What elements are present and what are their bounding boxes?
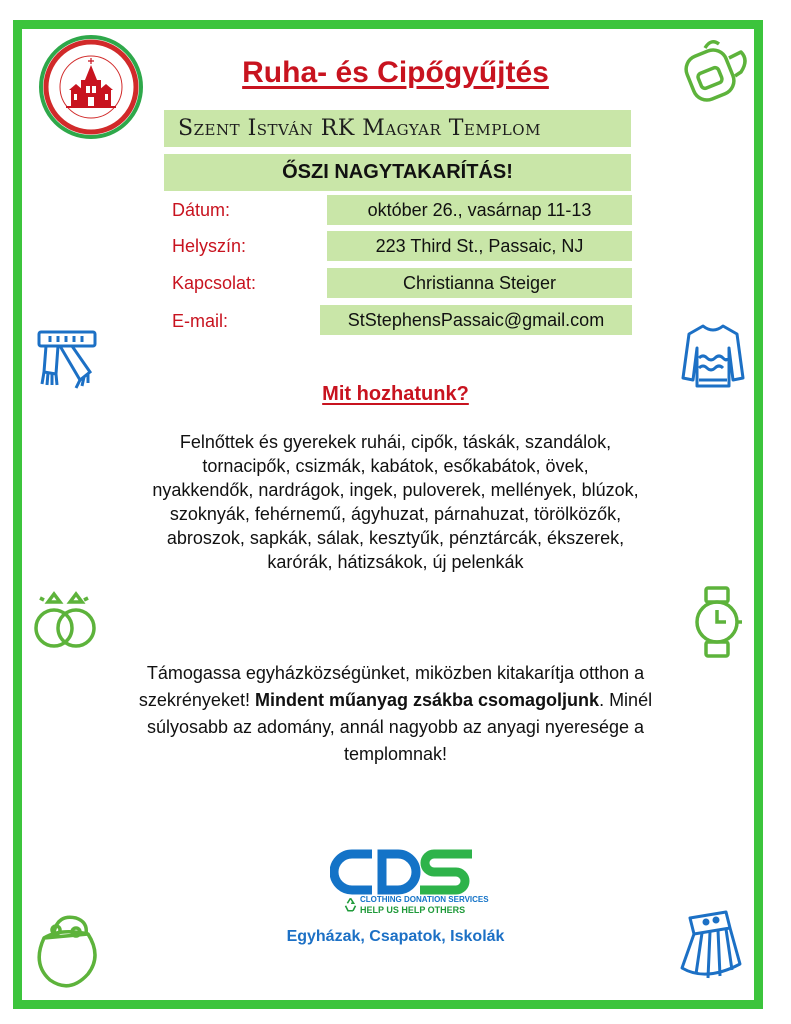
support-text: Támogassa egyházközségünket, miközben kitakarítja otthon a szekrényeket!	[138, 663, 645, 710]
church-name-bar: Szent István RK Magyar Templom	[164, 110, 631, 147]
items-line: nyakkendők, nardrágok, ingek, puloverek, mellények, blúzok,	[152, 480, 639, 500]
sweater-icon	[681, 322, 745, 390]
event-heading: ŐSZI NAGYTAKARÍTÁS!	[164, 154, 631, 191]
cds-tagline-line2: HELP US HELP OTHERS	[360, 905, 466, 915]
skirt-icon	[676, 908, 754, 986]
cds-tagline-line1: CLOTHING DONATION SERVICES	[360, 895, 489, 904]
location-value: 223 Third St., Passaic, NJ	[327, 231, 632, 261]
scarf-icon	[36, 328, 100, 390]
items-line: tornacipők, csizmák, kabátok, esőkabátok, övek,	[202, 456, 589, 476]
backpack-icon	[675, 36, 753, 106]
watch-icon	[690, 586, 744, 658]
items-list	[100, 430, 691, 574]
items-line: Felnőttek és gyerekek ruhái, cipők, táskák, szandálok,	[179, 432, 612, 452]
items-line: karórák, hátizsákok, új pelenkák	[267, 552, 524, 572]
what-to-bring-heading: Mit hozhatunk?	[322, 383, 469, 405]
items-line: abroszok, sapkák, sálak, kesztyűk, pénztárcák, ékszerek,	[166, 528, 625, 548]
email-label: E-mail:	[172, 311, 229, 331]
location-label: Helyszín:	[172, 236, 247, 256]
support-text-end: . Minél súlyosabb az adomány, annál nagyobb az anyagi nyeresége a templomnak!	[146, 690, 653, 764]
purse-icon	[30, 908, 104, 990]
email-value: StStephensPassaic@gmail.com	[320, 305, 632, 335]
recycle-icon	[343, 897, 358, 912]
contact-value: Christianna Steiger	[327, 268, 632, 298]
support-paragraph	[130, 660, 661, 768]
page-title: Ruha- és Cipőgyűjtés	[242, 56, 549, 89]
cds-logo	[330, 848, 478, 896]
items-line: szoknyák, fehérnemű, ágyhuzat, párnahuzat, törölközők,	[169, 504, 622, 524]
cds-tagline	[360, 895, 489, 915]
support-bold-text: Mindent műanyag zsákba csomagoljunk	[254, 690, 600, 710]
date-label: Dátum:	[172, 200, 231, 220]
footer-text: Egyházak, Csapatok, Iskolák	[286, 928, 505, 945]
date-value: október 26., vasárnap 11-13	[327, 195, 632, 225]
contact-label: Kapcsolat:	[172, 273, 257, 293]
rings-icon	[30, 590, 102, 652]
